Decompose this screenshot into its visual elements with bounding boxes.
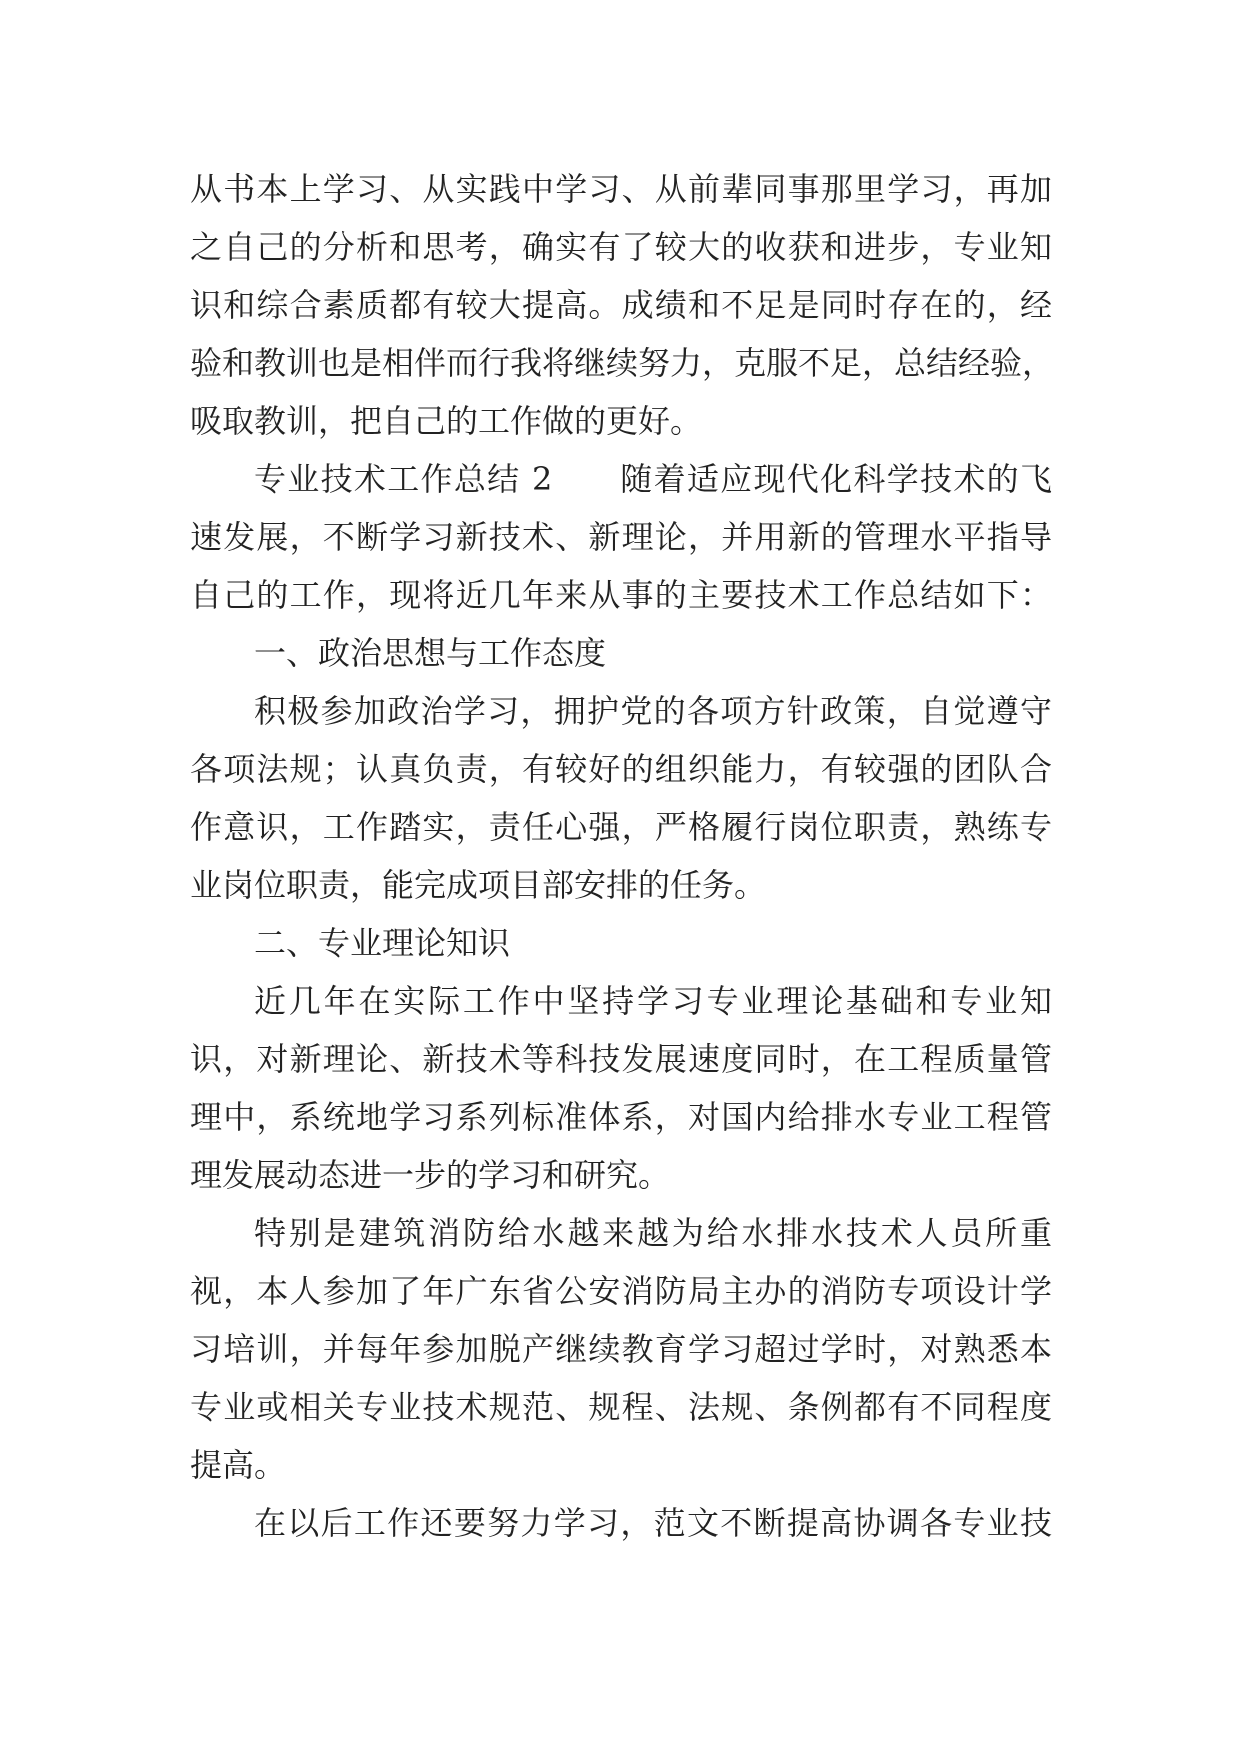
text-line: 特别是建筑消防给水越来越为给水排水技术人员所重 (254, 1214, 1052, 1252)
text-line: 在以后工作还要努力学习，范文不断提高协调各专业技 (254, 1504, 1052, 1542)
text-line: 识，对新理论、新技术等科技发展速度同时，在工程质量管 (190, 1040, 1052, 1078)
text-line: 业岗位职责，能完成项目部安排的任务。 (190, 866, 767, 904)
text-line: 识和综合素质都有较大提高。成绩和不足是同时存在的，经 (190, 286, 1052, 324)
text-line: 作意识，工作踏实，责任心强，严格履行岗位职责，熟练专 (190, 808, 1052, 846)
text-line: 各项法规；认真负责，有较好的组织能力，有较强的团队合 (190, 750, 1052, 788)
text-line: 习培训，并每年参加脱产继续教育学习超过学时，对熟悉本 (190, 1330, 1052, 1368)
subheading-theory: 二、专业理论知识 (254, 924, 511, 962)
text-line: 专业或相关专业技术规范、规程、法规、条例都有不同程度 (190, 1388, 1052, 1426)
text-line: 从书本上学习、从实践中学习、从前辈同事那里学习，再加 (190, 170, 1052, 208)
document-body (190, 160, 1055, 1552)
text-line: 近几年在实际工作中坚持学习专业理论基础和专业知 (254, 982, 1052, 1020)
subheading-political: 一、政治思想与工作态度 (254, 634, 607, 672)
text-line: 积极参加政治学习，拥护党的各项方针政策，自觉遵守 (254, 692, 1052, 730)
text-line: 验和教训也是相伴而行我将继续努力，克服不足，总结经验， (190, 344, 1055, 382)
text-line: 自己的工作，现将近几年来从事的主要技术工作总结如下： (190, 576, 1052, 614)
text-line: 提高。 (190, 1446, 287, 1484)
text-line: 视，本人参加了年广东省公安消防局主办的消防专项设计学 (190, 1272, 1052, 1310)
text-line: 吸取教训，把自己的工作做的更好。 (190, 402, 703, 440)
text-line: 速发展，不断学习新技术、新理论，并用新的管理水平指导 (190, 518, 1052, 556)
text-line: 之自己的分析和思考，确实有了较大的收获和进步，专业知 (190, 228, 1052, 266)
text-line: 理发展动态进一步的学习和研究。 (190, 1156, 671, 1194)
section-heading-line: 专业技术工作总结 2 随着适应现代化科学技术的飞 (254, 460, 1052, 498)
text-line: 理中，系统地学习系列标准体系，对国内给排水专业工程管 (190, 1098, 1052, 1136)
